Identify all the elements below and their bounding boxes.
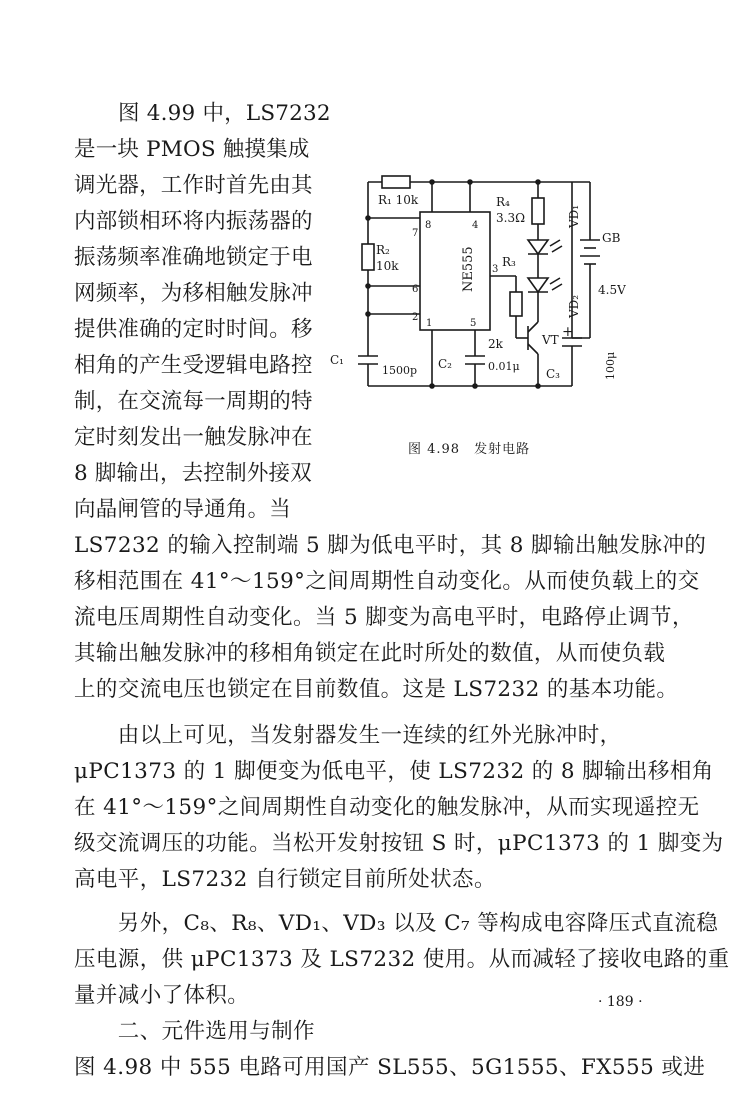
page-number: · 189 · [598,994,643,1010]
label-pin1: 1 [426,318,433,329]
text-line: 向晶闸管的导通角。当 [74,497,292,522]
text-line: 移相范围在 41°～159°之间周期性自动变化。从而使负载上的交 [74,569,700,594]
label-pin7: 7 [412,228,419,239]
label-gb: GB [602,231,621,245]
circuit-diagram [320,168,640,418]
label-vt: VT [542,333,559,347]
text-line: LS7232 的输入控制端 5 脚为低电平时，其 8 脚输出触发脉冲的 [74,533,707,558]
text-line: 上的交流电压也锁定在目前数值。这是 LS7232 的基本功能。 [74,677,679,702]
label-r1: R₁ 10k [378,193,419,207]
text-line: 压电源，供 μPC1373 及 LS7232 使用。从而减轻了接收电路的重 [74,947,730,972]
text-line: 图 4.99 中，LS7232 [118,101,331,126]
text-line: 定时刻发出一触发脉冲在 [74,425,313,450]
text-line: μPC1373 的 1 脚便变为低电平，使 LS7232 的 8 脚输出移相角 [74,759,714,784]
text-line: 相角的产生受逻辑电路控 [74,353,313,378]
text-line: 是一块 PMOS 触摸集成 [74,137,310,162]
label-gb-value: 4.5V [598,283,626,297]
label-vd2: VD₂ [567,294,581,318]
label-chip: NE555 [461,246,476,292]
text-line: 在 41°～159°之间周期性自动变化的触发脉冲，从而实现遥控无 [74,795,700,820]
section-heading: 二、元件选用与制作 [74,1019,315,1044]
label-r3-value: 2k [488,337,503,351]
label-pin6: 6 [412,284,419,295]
figure-caption: 图 4.98 发射电路 [408,442,531,457]
text-line: 级交流调压的功能。当松开发射按钮 S 时，μPC1373 的 1 脚变为 [74,831,724,856]
label-c3-value: 100μ [604,351,617,380]
text-line: 图 4.98 中 555 电路可用国产 SL555、5G1555、FX555 或进 [74,1055,706,1080]
text-line: 网频率，为移相触发脉冲 [74,281,313,306]
label-pin8: 8 [425,220,432,231]
text-line: 另外，C₈、R₈、VD₁、VD₃ 以及 C₇ 等构成电容降压式直流稳 [74,911,719,936]
label-r2: R₂ [376,243,390,257]
text-line: 流电压周期性自动变化。当 5 脚变为高电平时，电路停止调节， [74,605,694,630]
label-r4: R₄ [496,195,510,209]
label-c1-value: 1500p [382,364,418,377]
label-r2-value: 10k [376,259,399,273]
text-line: 制，在交流每一周期的特 [74,389,313,414]
text-line: 其输出触发脉冲的移相角锁定在此时所处的数值，从而使负载 [74,641,666,666]
label-pin4: 4 [472,220,479,231]
label-c3: C₃ [546,367,560,381]
text-line: 提供准确的定时时间。移 [74,317,313,342]
label-pin3: 3 [492,264,499,275]
label-r4-value: 3.3Ω [496,211,526,225]
label-r3: R₃ [502,255,516,269]
label-plus: + [562,324,574,340]
label-c2-value: 0.01μ [488,360,520,373]
label-pin5: 5 [470,318,477,329]
text-line: 量并减小了体积。 [74,983,250,1008]
text-line: 高电平，LS7232 自行锁定目前所处状态。 [74,867,496,892]
label-pin2: 2 [412,312,419,323]
text-line: 内部锁相环将内振荡器的 [74,209,313,234]
text-line: 由以上可见，当发射器发生一连续的红外光脉冲时， [74,723,622,748]
label-vd1: VD₁ [567,204,581,228]
text-line: 8 脚输出，去控制外接双 [74,461,312,486]
label-c2: C₂ [438,357,452,371]
label-c1: C₁ [330,353,344,367]
text-line: 振荡频率准确地锁定于电 [74,245,313,270]
text-line: 调光器，工作时首先由其 [74,173,313,198]
